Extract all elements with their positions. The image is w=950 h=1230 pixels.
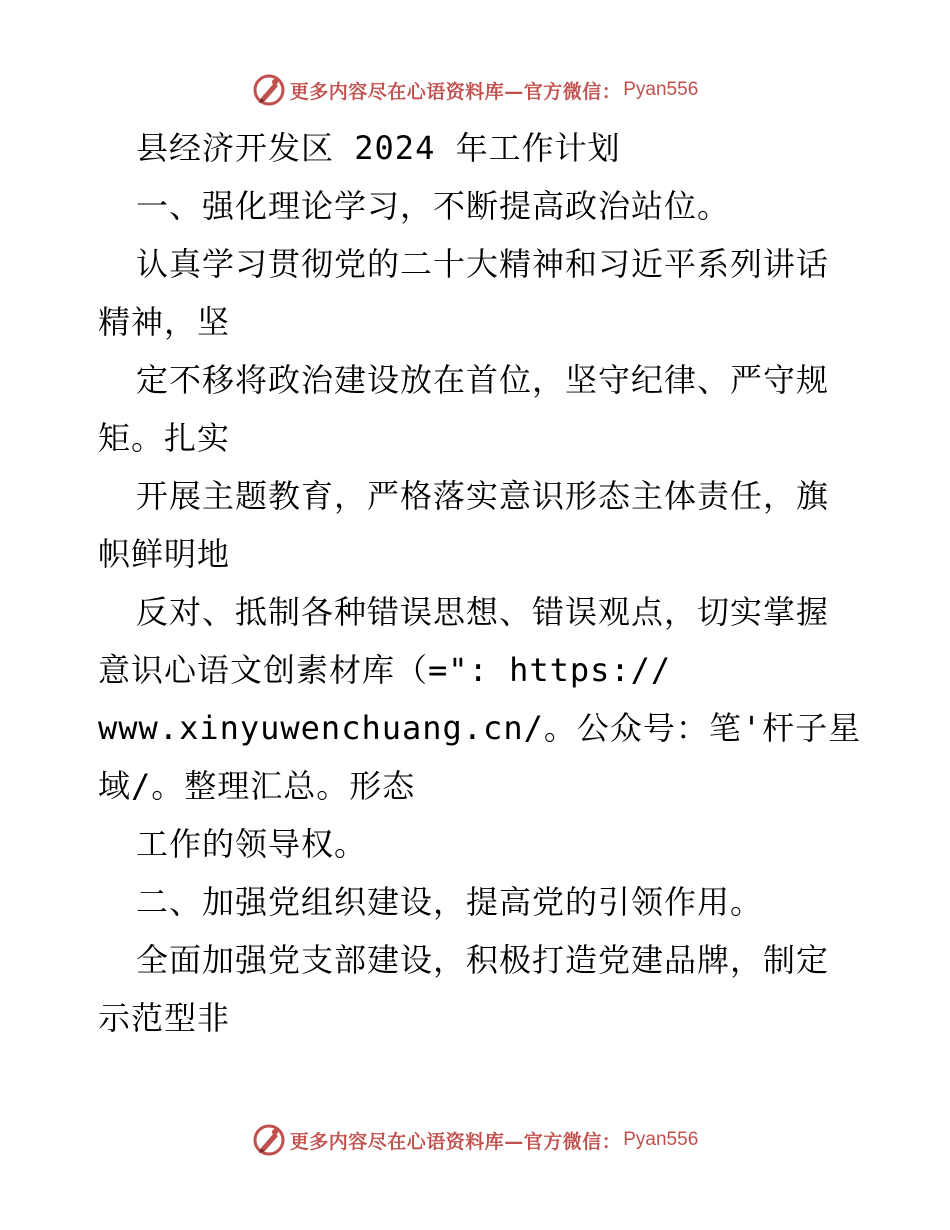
section-heading-1: 一、强化理论学习，不断提高政治站位。 [136,187,731,225]
paragraph-line: 域/。整理汇总。形态 [98,767,416,805]
document-body [98,125,862,1053]
pen-logo-icon [252,1123,286,1157]
paragraph-line: 帜鲜明地 [98,535,231,573]
paragraph-line: 认真学习贯彻党的二十大精神和习近平系列讲话 [136,245,830,283]
paragraph-line: 矩。扎实 [98,419,231,457]
document-title: 县经济开发区 2024 年工作计划 [136,129,621,167]
header-banner [0,70,950,110]
footer-banner-text: 更多内容尽在心语资料库—官方微信： [289,1130,622,1153]
footer-banner-account: Pyan556 [623,1129,699,1150]
footer-banner [0,1120,950,1160]
paragraph-line: 开展主题教育，严格落实意识形态主体责任，旗 [136,477,830,515]
pen-logo-icon [252,73,286,107]
paragraph-line: 工作的领导权。 [136,825,368,863]
paragraph-line: 全面加强党支部建设，积极打造党建品牌，制定 [136,941,830,979]
paragraph-line: 精神，坚 [98,303,231,341]
header-banner-account: Pyan556 [623,79,699,100]
paragraph-line: 意识心语文创素材库（=": https:// [98,651,672,689]
paragraph-line: 示范型非 [98,999,231,1037]
paragraph-line: 反对、抵制各种错误思想、错误观点，切实掌握 [136,593,830,631]
paragraph-line: 定不移将政治建设放在首位，坚守纪律、严守规 [136,361,830,399]
paragraph-line: www.xinyuwenchuang.cn/。公众号：笔'杆子星 [98,709,862,747]
section-heading-2: 二、加强党组织建设，提高党的引领作用。 [136,883,764,921]
header-banner-text: 更多内容尽在心语资料库—官方微信： [289,80,622,103]
